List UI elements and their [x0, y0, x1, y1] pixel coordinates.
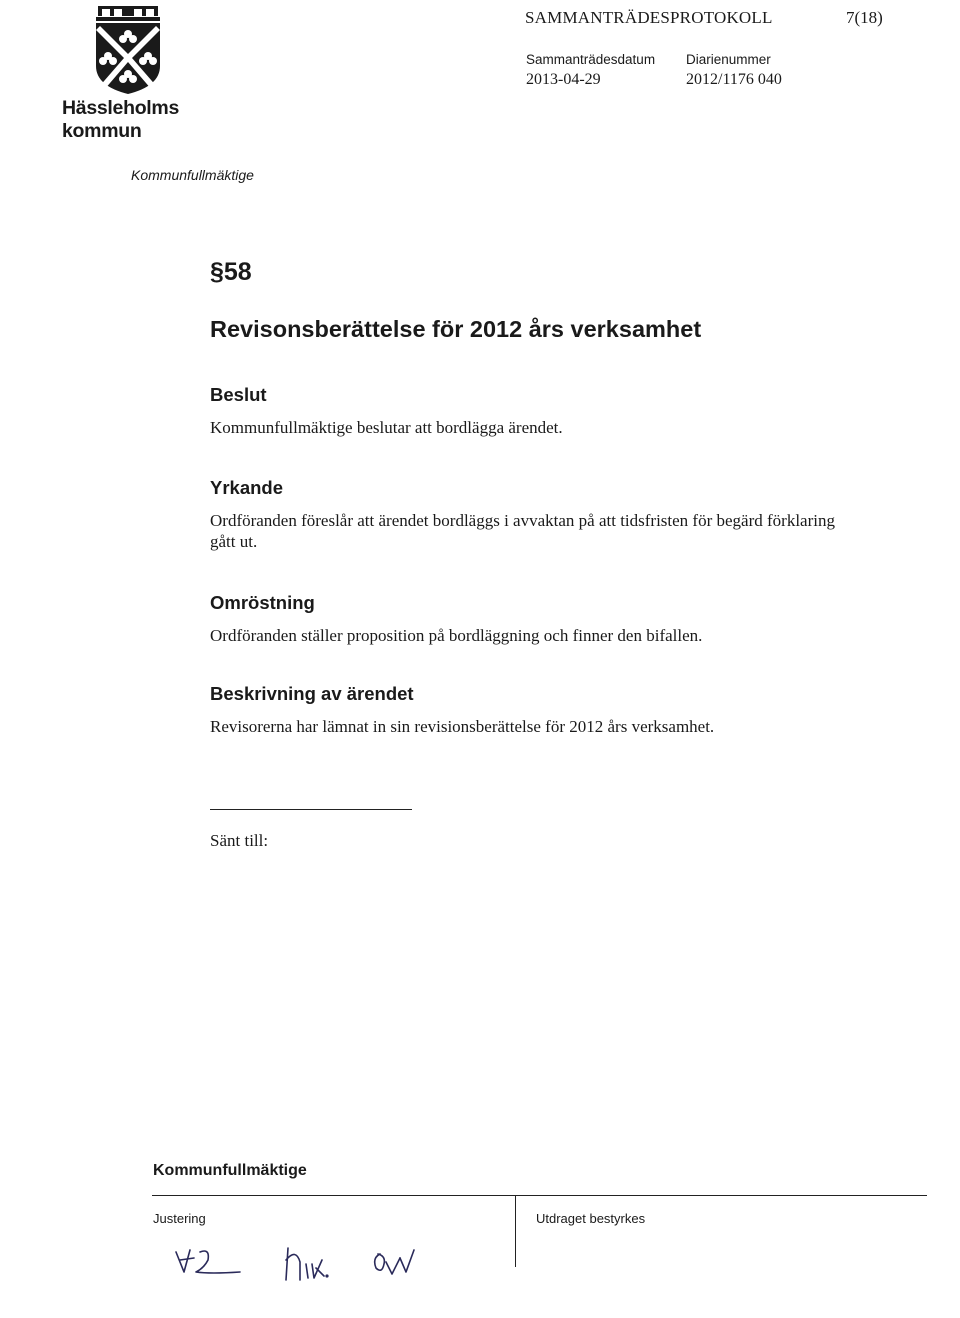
footer-column-divider	[515, 1195, 516, 1267]
heading-omrostning: Omröstning	[210, 592, 315, 613]
sent-to-divider	[210, 809, 412, 810]
paragraph-beskrivning: Revisorerna har lämnat in sin revisionsberättelse för 2012 års verksamhet.	[210, 717, 715, 736]
heading-beslut: Beslut	[210, 384, 267, 405]
utdrag-label: Utdraget bestyrkes	[536, 1211, 646, 1226]
page-title: Revisonsberättelse för 2012 års verksamhet	[210, 316, 702, 342]
meeting-date: 2013-04-29	[526, 71, 601, 88]
justering-label: Justering	[153, 1211, 206, 1226]
handwritten-initials	[170, 1238, 440, 1286]
document-title: SAMMANTRÄDESPROTOKOLL	[525, 8, 773, 27]
municipality-name	[62, 97, 179, 143]
section-number	[210, 258, 252, 287]
signature-3	[375, 1250, 414, 1274]
paragraph-omrostning: Ordföranden ställer proposition på bordläggning och finner den bifallen.	[210, 626, 703, 645]
municipality-name-line1: Hässleholms	[62, 97, 180, 119]
diary-number: 2012/1176 040	[686, 71, 782, 88]
paragraph-beslut: Kommunfullmäktige beslutar att bordlägga ärendet.	[210, 418, 563, 437]
heading-beskrivning: Beskrivning av ärendet	[210, 683, 414, 704]
footer-body-name: Kommunfullmäktige	[153, 1162, 307, 1179]
diary-number-label: Diarienummer	[686, 52, 771, 67]
footer-divider	[152, 1195, 927, 1196]
section-number-value: 58	[223, 258, 252, 286]
paragraph-symbol: §	[210, 258, 224, 286]
sent-to-label: Sänt till:	[210, 831, 269, 850]
signature-1	[176, 1250, 240, 1273]
heading-yrkande: Yrkande	[210, 477, 284, 498]
meeting-date-label: Sammanträdesdatum	[526, 52, 656, 67]
signature-2	[286, 1248, 328, 1280]
municipality-name-line2: kommun	[62, 120, 142, 142]
page-number: 7(18)	[846, 8, 883, 27]
hassleholm-coat-of-arms-logo	[92, 4, 164, 96]
paragraph-yrkande: Ordföranden föreslår att ärendet bordläggs i avvaktan på att tidsfristen för begärd förklaring gått ut.	[210, 511, 835, 551]
header-body-name: Kommunfullmäktige	[131, 167, 254, 183]
